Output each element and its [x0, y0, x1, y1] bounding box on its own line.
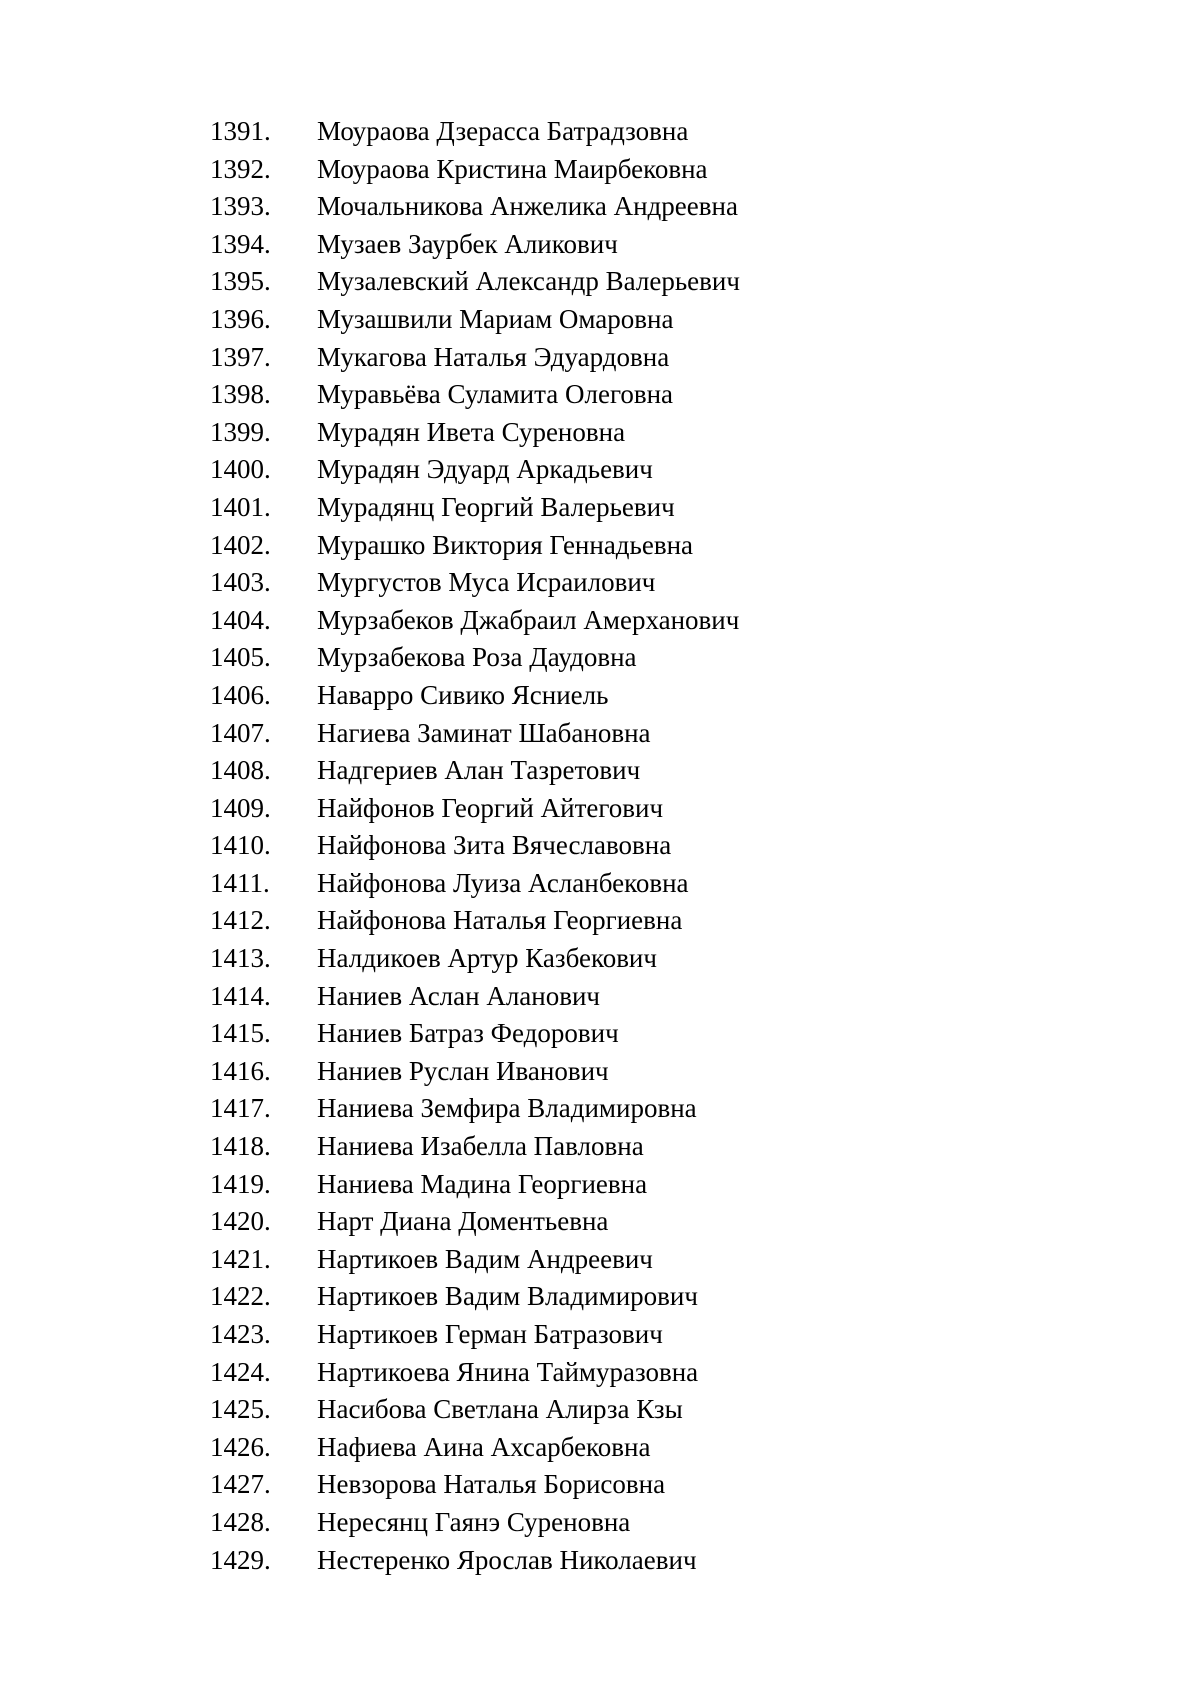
entry-number: 1396.	[210, 303, 271, 334]
entry-number: 1412.	[210, 905, 271, 936]
entry-number: 1392.	[210, 153, 271, 184]
entry-name: Наниев Батраз Федорович	[317, 1018, 619, 1049]
entry-number: 1402.	[210, 529, 271, 560]
list-item	[210, 827, 740, 865]
entry-number: 1404.	[210, 604, 271, 635]
list-item	[210, 1391, 740, 1429]
list-item	[210, 677, 740, 715]
entry-number: 1407.	[210, 717, 271, 748]
entry-number: 1406.	[210, 679, 271, 710]
entry-number: 1410.	[210, 830, 271, 861]
entry-name: Налдикоев Артур Казбекович	[317, 943, 657, 974]
list-item	[210, 1015, 740, 1053]
entry-name: Нагиева Заминат Шабановна	[317, 717, 651, 748]
list-item	[210, 451, 740, 489]
entry-number: 1394.	[210, 228, 271, 259]
entry-name: Музаев Заурбек Аликович	[317, 228, 618, 259]
list-item	[210, 1278, 740, 1316]
entry-name: Нафиева Аина Ахсарбековна	[317, 1431, 651, 1462]
list-item	[210, 1316, 740, 1354]
entry-name: Насибова Светлана Алирза Кзы	[317, 1394, 683, 1425]
list-item	[210, 339, 740, 377]
list-item	[210, 489, 740, 527]
entry-number: 1399.	[210, 416, 271, 447]
list-item	[210, 1542, 740, 1580]
entry-name: Наниев Аслан Аланович	[317, 980, 601, 1011]
entry-number: 1409.	[210, 792, 271, 823]
list-item	[210, 1466, 740, 1504]
entry-name: Найфонов Георгий Айтегович	[317, 792, 664, 823]
entry-name: Моураова Кристина Маирбековна	[317, 153, 708, 184]
entry-number: 1415.	[210, 1018, 271, 1049]
entry-number: 1414.	[210, 980, 271, 1011]
entry-name: Невзорова Наталья Борисовна	[317, 1469, 666, 1500]
list-item	[210, 1429, 740, 1467]
entry-name: Музалевский Александр Валерьевич	[317, 266, 740, 297]
list-item	[210, 301, 740, 339]
entry-number: 1425.	[210, 1394, 271, 1425]
list-item	[210, 564, 740, 602]
list-item	[210, 188, 740, 226]
entry-number: 1405.	[210, 642, 271, 673]
entry-number: 1420.	[210, 1206, 271, 1237]
entry-name: Надгериев Алан Тазретович	[317, 755, 641, 786]
entry-number: 1416.	[210, 1055, 271, 1086]
entry-number: 1418.	[210, 1131, 271, 1162]
list-item	[210, 527, 740, 565]
entry-number: 1426.	[210, 1431, 271, 1462]
entry-name: Моураова Дзерасса Батрадзовна	[317, 116, 689, 146]
entry-name: Мурадян Эдуард Аркадьевич	[317, 454, 653, 485]
entry-number: 1423.	[210, 1319, 271, 1349]
entry-number: 1413.	[210, 943, 271, 974]
entry-number: 1398.	[210, 379, 271, 410]
entry-number: 1427.	[210, 1469, 271, 1500]
list-item	[210, 263, 740, 301]
entry-number: 1421.	[210, 1243, 271, 1274]
list-item	[210, 113, 740, 151]
entry-name: Нартикоев Вадим Андреевич	[317, 1243, 653, 1274]
list-item	[210, 1166, 740, 1204]
entry-number: 1428.	[210, 1506, 271, 1537]
entry-number: 1408.	[210, 755, 271, 786]
entry-number: 1403.	[210, 567, 271, 598]
entry-name: Нарт Диана Доментьевна	[317, 1206, 609, 1237]
list-item	[210, 639, 740, 677]
entry-name: Наниева Мадина Георгиевна	[317, 1168, 648, 1199]
entry-name: Найфонова Зита Вячеславовна	[317, 830, 672, 861]
list-item	[210, 602, 740, 640]
list-item	[210, 1053, 740, 1091]
entry-name: Мукагова Наталья Эдуардовна	[317, 341, 670, 372]
list-item	[210, 1128, 740, 1166]
list-item	[210, 376, 740, 414]
entry-name: Мурашко Виктория Геннадьевна	[317, 529, 694, 560]
entry-name: Найфонова Луиза Асланбековна	[317, 867, 689, 898]
list-item	[210, 715, 740, 753]
entry-number: 1411.	[210, 867, 270, 898]
entry-number: 1424.	[210, 1356, 271, 1387]
list-item	[210, 752, 740, 790]
entry-name: Наниев Руслан Иванович	[317, 1055, 609, 1086]
list-item	[210, 1090, 740, 1128]
entry-name: Мурзабекова Роза Даудовна	[317, 642, 637, 673]
list-item	[210, 1241, 740, 1279]
entry-name: Наниева Земфира Владимировна	[317, 1093, 697, 1124]
entry-name: Нартикоев Вадим Владимирович	[317, 1281, 698, 1312]
entry-number: 1401.	[210, 491, 271, 522]
entry-name: Найфонова Наталья Георгиевна	[317, 905, 683, 936]
list-item	[210, 1504, 740, 1542]
entry-name: Музашвили Мариам Омаровна	[317, 303, 674, 334]
name-list	[210, 113, 740, 1579]
entry-name: Мочальникова Анжелика Андреевна	[317, 191, 738, 222]
entry-name: Наварро Сивико Ясниель	[317, 679, 609, 710]
list-item	[210, 414, 740, 452]
list-item	[210, 1203, 740, 1241]
list-item	[210, 1354, 740, 1392]
list-item	[210, 790, 740, 828]
entry-number: 1400.	[210, 454, 271, 485]
entry-name: Нестеренко Ярослав Николаевич	[317, 1544, 697, 1575]
entry-number: 1391.	[210, 116, 271, 146]
list-item	[210, 151, 740, 189]
list-item	[210, 865, 740, 903]
entry-name: Мурзабеков Джабраил Амерханович	[317, 604, 740, 635]
entry-name: Наниева Изабелла Павловна	[317, 1131, 644, 1162]
entry-name: Мургустов Муса Исраилович	[317, 567, 656, 598]
entry-name: Мурадян Ивета Суреновна	[317, 416, 626, 447]
list-item	[210, 940, 740, 978]
entry-name: Мурадянц Георгий Валерьевич	[317, 491, 675, 522]
list-item	[210, 226, 740, 264]
entry-number: 1397.	[210, 341, 271, 372]
list-item	[210, 902, 740, 940]
entry-number: 1429.	[210, 1544, 271, 1575]
entry-number: 1422.	[210, 1281, 271, 1312]
entry-name: Нартикоев Герман Батразович	[317, 1319, 663, 1349]
entry-number: 1395.	[210, 266, 271, 297]
entry-number: 1419.	[210, 1168, 271, 1199]
entry-number: 1417.	[210, 1093, 271, 1124]
entry-name: Нересянц Гаянэ Суреновна	[317, 1506, 631, 1537]
list-item	[210, 978, 740, 1016]
entry-name: Муравьёва Суламита Олеговна	[317, 379, 674, 410]
entry-name: Нартикоева Янина Таймуразовна	[317, 1356, 699, 1387]
entry-number: 1393.	[210, 191, 271, 222]
